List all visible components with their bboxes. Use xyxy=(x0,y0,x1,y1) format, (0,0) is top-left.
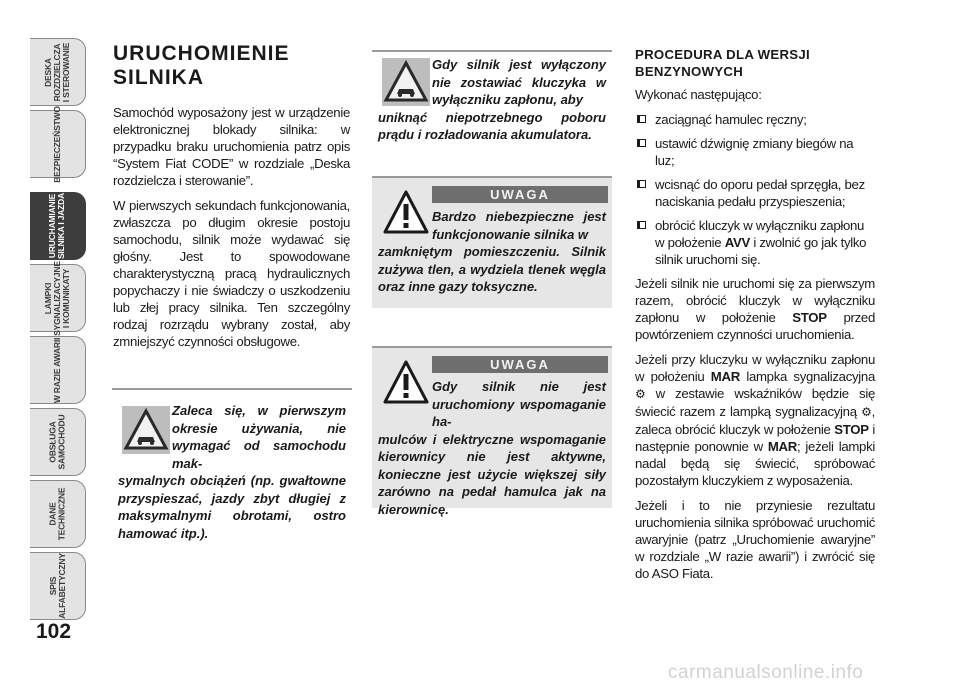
key-position-mar: MAR xyxy=(767,439,798,454)
title-line-1: URUCHOMIENIE xyxy=(113,42,290,65)
retry-paragraph xyxy=(635,275,875,343)
tab-obsluga-samochodu[interactable] xyxy=(30,408,86,476)
tip-rest: uniknąć niepotrzebnego poboru prądu i rozładowania akumulatora. xyxy=(378,109,606,142)
list-item: wcisnąć do oporu pedał sprzęgła, bez naciskania pedału przyspieszenia; xyxy=(635,176,875,210)
tip-lead: Gdy silnik jest wyłączony nie zostawiać kluczyka w wyłączniku zapłonu, aby xyxy=(432,57,606,107)
heading-line-1: PROCEDURA DLA WERSJI xyxy=(635,47,811,62)
warning-rest: zamkniętym pomieszczeniu. Silnik zużywa tlen, a wydziela tlenek węgla oraz inne gazy toksyczne. xyxy=(378,244,606,294)
list-item xyxy=(635,217,875,268)
list-item: ustawić dźwignię zmiany biegów na luz; xyxy=(635,135,875,169)
p2-d: , zaleca obrócić kluczyk w położenie xyxy=(635,404,875,437)
warning-header: UWAGA xyxy=(432,356,608,373)
tab-label: DESKA ROZDZIELCZA I STEROWANIE xyxy=(43,42,71,102)
tab-label: LAMPKI SYGNALIZACYJNE I KOMUNIKATY xyxy=(43,260,71,336)
emergency-start-paragraph: Jeżeli i to nie przyniesie rezultatu uruchomienia silnika spróbować uruchomić awaryjnie (patrz „Uruchomienie awaryjne” w rozdziale „W razie awarii”) i zwrócić się do ASO Fiata. xyxy=(635,498,875,581)
warning-text xyxy=(378,208,606,296)
p1-a: Jeżeli silnik nie uruchomi się za pierwszym razem, obrócić kluczyk w wyłączniku zapłonu w położenie xyxy=(635,276,875,325)
column-1 xyxy=(113,42,350,358)
tip-note-key xyxy=(372,50,612,152)
page-title xyxy=(113,42,350,90)
p2-a: Jeżeli przy kluczyku w wyłączniku zapłonu w położeniu xyxy=(635,352,875,384)
p2-b: lampka sygnalizacyjna xyxy=(739,369,875,384)
tab-label: W RAZIE AWARII xyxy=(52,337,63,403)
key-position-avv: AVV xyxy=(724,235,750,250)
key-position-stop: STOP xyxy=(792,310,827,325)
tip-rest: symalnych obciążeń (np. gwałtowne przyspieszać, jazdy zbyt długiej z maksymalnymi obrotami, ostro hamować itp.). xyxy=(118,473,346,541)
tab-label: BEZPIECZEŃSTWO xyxy=(52,105,63,183)
p2-c: w zestawie wskaźników będzie się świecić razem z lampką sygnalizacyjną xyxy=(635,386,875,419)
step4-text-a: obrócić kluczyk w wyłączniku zapłonu w położenie xyxy=(655,218,865,250)
tab-dane-techniczne[interactable] xyxy=(30,480,86,548)
p2-e: i następnie ponownie w xyxy=(635,422,875,454)
step4-text-b: i zwolnić go jak tylko silnik uruchomi się. xyxy=(655,235,867,267)
p2-f: ; jeżeli lampki nadal będą się świecić, spróbować pozostałym kluczykiem z wyposażenia. xyxy=(635,439,875,488)
p1-b: przed powtórzeniem czynności uruchomienia. xyxy=(635,310,875,342)
noise-paragraph: W pierwszych sekundach funkcjonowania, zwłaszcza po długim okresie postoju samochodu, silnik może wydawać się głośny. Jest to spowodowane charakterystyczną pracą hydraulicznych popychaczy i nie świadczy o uszkodzeniu lub złej pracy silnika. Ten szczególny rodzaj rozrządu wybrany został, aby zmniejszyć czynności obsługowe. xyxy=(113,198,350,349)
warning-rest: mulców i elektryczne wspomaganie kierownicy nie jest aktywne, konieczne jest użycie większej siły zarówno na pedał hamulca jak na kierownicę. xyxy=(378,431,606,517)
title-line-2: SILNIKA xyxy=(113,66,204,89)
heading-line-2: BENZYNOWYCH xyxy=(635,64,744,79)
tab-label: OBSŁUGA SAMOCHODU xyxy=(47,414,67,470)
tab-label: SPIS ALFABETYCZNY xyxy=(47,553,67,619)
immobilizer-lamp-icon: ⚙ xyxy=(635,387,646,401)
tab-spis-alfabetyczny[interactable] xyxy=(30,552,86,620)
intro-paragraph: Samochód wyposażony jest w urządzenie elektronicznej blokady silnika: w przypadku braku uruchomienia patrz opis “System Fiat CODE” w rozdziale „Deska rozdzielcza i sterowanie”. xyxy=(113,105,350,188)
tab-label: URUCHAMIANIE SILNIKA I JAZDA xyxy=(47,192,67,260)
procedure-intro: Wykonać następująco: xyxy=(635,87,762,102)
tab-w-razie-awarii[interactable] xyxy=(30,336,86,404)
warning-box-closed-space xyxy=(372,176,612,308)
warning-header: UWAGA xyxy=(432,186,608,203)
warning-box-engine-off xyxy=(372,346,612,517)
immobilizer-lamp-icon: ⚙ xyxy=(861,405,872,419)
tab-bezpieczenstwo[interactable] xyxy=(30,105,86,183)
column-3 xyxy=(635,46,875,590)
procedure-steps xyxy=(635,111,875,268)
warning-text xyxy=(378,378,606,518)
watermark: carmanualsonline.info xyxy=(668,662,864,683)
tab-uruchamianie-silnika[interactable] xyxy=(30,192,86,260)
tab-label: DANE TECHNICZNE xyxy=(47,487,67,541)
warning-lead: Gdy silnik nie jest uruchomiony wspomaganie ha- xyxy=(432,379,606,429)
tip-text xyxy=(378,56,606,144)
key-position-stop: STOP xyxy=(834,422,869,437)
tip-note-break-in xyxy=(112,388,352,541)
tip-text xyxy=(118,402,346,542)
tip-lead: Zaleca się, w pierwszym okresie używania, nie wymagać od samochodu mak- xyxy=(172,403,346,471)
tab-deska-rozdzielcza[interactable] xyxy=(30,38,86,106)
page-number: 102 xyxy=(36,620,72,643)
key-position-mar: MAR xyxy=(710,369,740,384)
warning-lamp-paragraph xyxy=(635,351,875,489)
warning-lead: Bardzo niebezpieczne jest funkcjonowanie silnika w xyxy=(432,209,606,242)
tab-lampki-sygnalizacyjne[interactable] xyxy=(30,260,86,336)
section-heading xyxy=(635,46,875,80)
list-item: zaciągnąć hamulec ręczny; xyxy=(635,111,875,128)
